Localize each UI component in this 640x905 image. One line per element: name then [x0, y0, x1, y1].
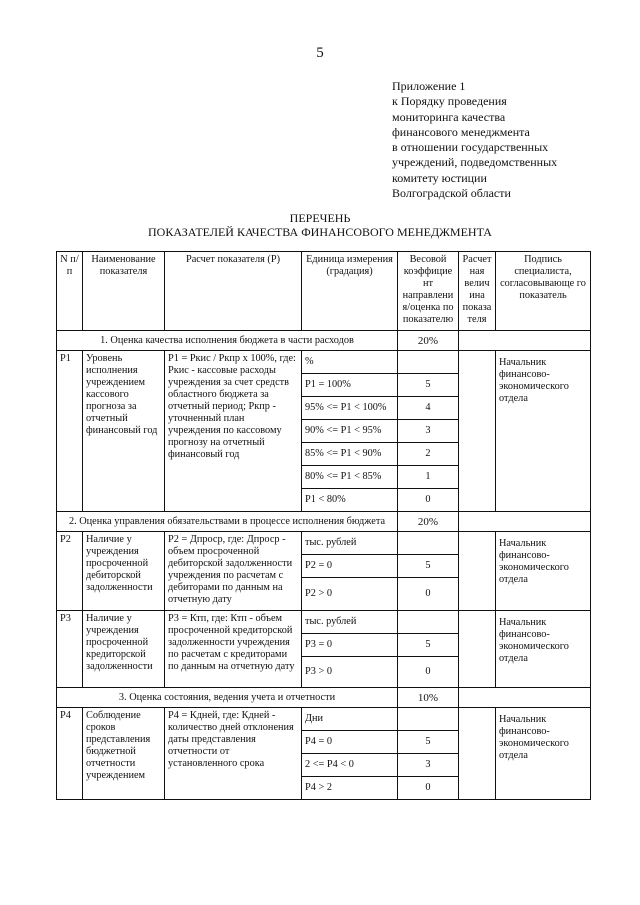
calc-value-cell: [459, 532, 496, 611]
grade-label: Р1 = 100%: [302, 374, 398, 397]
appendix-line: мониторинга качества: [392, 109, 506, 124]
indicator-sign: Начальник финансово-экономического отдела: [496, 532, 591, 611]
grade-label: 2 <= Р4 < 0: [302, 754, 398, 777]
grade-label: 85% <= Р1 < 90%: [302, 443, 398, 466]
grade-label: Р3 = 0: [302, 634, 398, 657]
indicator-name: Уровень исполнения учреждением кассового прогноза за отчетный финансовый год: [83, 351, 165, 512]
appendix-line: к Порядку проведения: [392, 94, 507, 109]
grade-score: 5: [398, 731, 459, 754]
grade-label: Р4 > 2: [302, 777, 398, 800]
appendix-line: учреждений, подведомственных: [392, 155, 558, 170]
section-row: [57, 688, 591, 708]
header-row: [57, 252, 591, 331]
appendix-line: комитету юстиции: [392, 170, 487, 185]
appendix-line: финансового менеджмента: [392, 124, 530, 139]
indicator-unit: тыс. рублей: [302, 532, 398, 555]
grade-label: Р2 > 0: [302, 578, 398, 611]
grade-label: 95% <= Р1 < 100%: [302, 397, 398, 420]
section-title: 1. Оценка качества исполнения бюджета в части расходов: [57, 331, 398, 351]
grade-label: Р3 > 0: [302, 657, 398, 688]
section-weight: 20%: [398, 512, 459, 532]
section-title: 2. Оценка управления обязательствами в процессе исполнения бюджета: [57, 512, 398, 532]
grade-score: 0: [398, 578, 459, 611]
grade-label: Р2 = 0: [302, 555, 398, 578]
section-weight: 10%: [398, 688, 459, 708]
section-weight: 20%: [398, 331, 459, 351]
indicator-name: Наличие у учреждения просроченной кредиторской задолженности: [83, 611, 165, 688]
appendix-line: в отношении государственных: [392, 140, 549, 155]
header-sign: Подпись специалиста, согласовывающе го показатель: [496, 252, 591, 331]
indicators-table: [56, 251, 591, 800]
indicator-calc: Р4 = Кдней, где: Кдней - количество дней отклонения даты представления отчетности от установленного срока: [165, 708, 302, 800]
calc-value-cell: [459, 708, 496, 800]
indicator-unit: Дни: [302, 708, 398, 731]
title-line-2: ПОКАЗАТЕЛЕЙ КАЧЕСТВА ФИНАНСОВОГО МЕНЕДЖМЕНТА: [148, 225, 492, 239]
indicator-sign: Начальник финансово-экономического отдела: [496, 351, 591, 512]
header-name: Наименование показателя: [83, 252, 165, 331]
indicator-calc: Р3 = Ктп, где: Ктп - объем просроченной кредиторской задолженности учреждения по расчетам с кредиторами по данным на отчетную дату: [165, 611, 302, 688]
grade-label: Р4 = 0: [302, 731, 398, 754]
header-calc: Расчет показателя (Р): [165, 252, 302, 331]
title-line-1: ПЕРЕЧЕНЬ: [289, 211, 351, 225]
header-weight: Весовой коэффицие нт направлени я/оценка по показателю: [398, 252, 459, 331]
section-row: [57, 331, 591, 351]
indicator-row: [57, 351, 591, 374]
grade-label: 90% <= Р1 < 95%: [302, 420, 398, 443]
indicator-row: [57, 611, 591, 634]
grade-score: 5: [398, 374, 459, 397]
grade-label: 80% <= Р1 < 85%: [302, 466, 398, 489]
indicator-sign: Начальник финансово-экономического отдела: [496, 611, 591, 688]
section-row: [57, 512, 591, 532]
grade-score: 0: [398, 489, 459, 512]
header-calc-value: Расчет ная велич ина показа теля: [459, 252, 496, 331]
header-unit: Единица измерения (градация): [302, 252, 398, 331]
calc-value-cell: [459, 351, 496, 512]
indicator-sign: Начальник финансово-экономического отдела: [496, 708, 591, 800]
indicator-code: Р1: [57, 351, 83, 512]
appendix-line: Приложение 1: [392, 79, 466, 93]
appendix-line: Волгоградской области: [392, 186, 511, 201]
grade-score: 2: [398, 443, 459, 466]
indicator-name: Наличие у учреждения просроченной дебиторской задолженности: [83, 532, 165, 611]
page-number: 5: [316, 45, 324, 61]
appendix-block: [392, 79, 557, 201]
indicator-unit: тыс. рублей: [302, 611, 398, 634]
indicator-calc: Р2 = Дпроср, где: Дпроср - объем просроченной дебиторской задолженности учреждения по расчетам с дебиторами по данным на отчетную дату: [165, 532, 302, 611]
indicator-code: Р4: [57, 708, 83, 800]
document-title: [0, 211, 640, 239]
indicator-calc: Р1 = Ркис / Ркпр х 100%, где: Ркис - кассовые расходы учреждения за счет средств областного бюджета за отчетный период; Ркпр - уточненный план учреждения по кассовому прогнозу на отчетный финансовый год: [165, 351, 302, 512]
section-title: 3. Оценка состояния, ведения учета и отчетности: [57, 688, 398, 708]
indicator-row: [57, 532, 591, 555]
grade-label: Р1 < 80%: [302, 489, 398, 512]
grade-score: 3: [398, 420, 459, 443]
indicator-code: Р2: [57, 532, 83, 611]
indicator-row: [57, 708, 591, 731]
indicator-code: Р3: [57, 611, 83, 688]
indicator-name: Соблюдение сроков представления бюджетной отчетности учреждением: [83, 708, 165, 800]
grade-score: 0: [398, 657, 459, 688]
grade-score: 4: [398, 397, 459, 420]
grade-score: 1: [398, 466, 459, 489]
header-num: N п/п: [57, 252, 83, 331]
grade-score: 3: [398, 754, 459, 777]
grade-score: 0: [398, 777, 459, 800]
indicator-unit: %: [302, 351, 398, 374]
grade-score: 5: [398, 634, 459, 657]
calc-value-cell: [459, 611, 496, 688]
grade-score: 5: [398, 555, 459, 578]
